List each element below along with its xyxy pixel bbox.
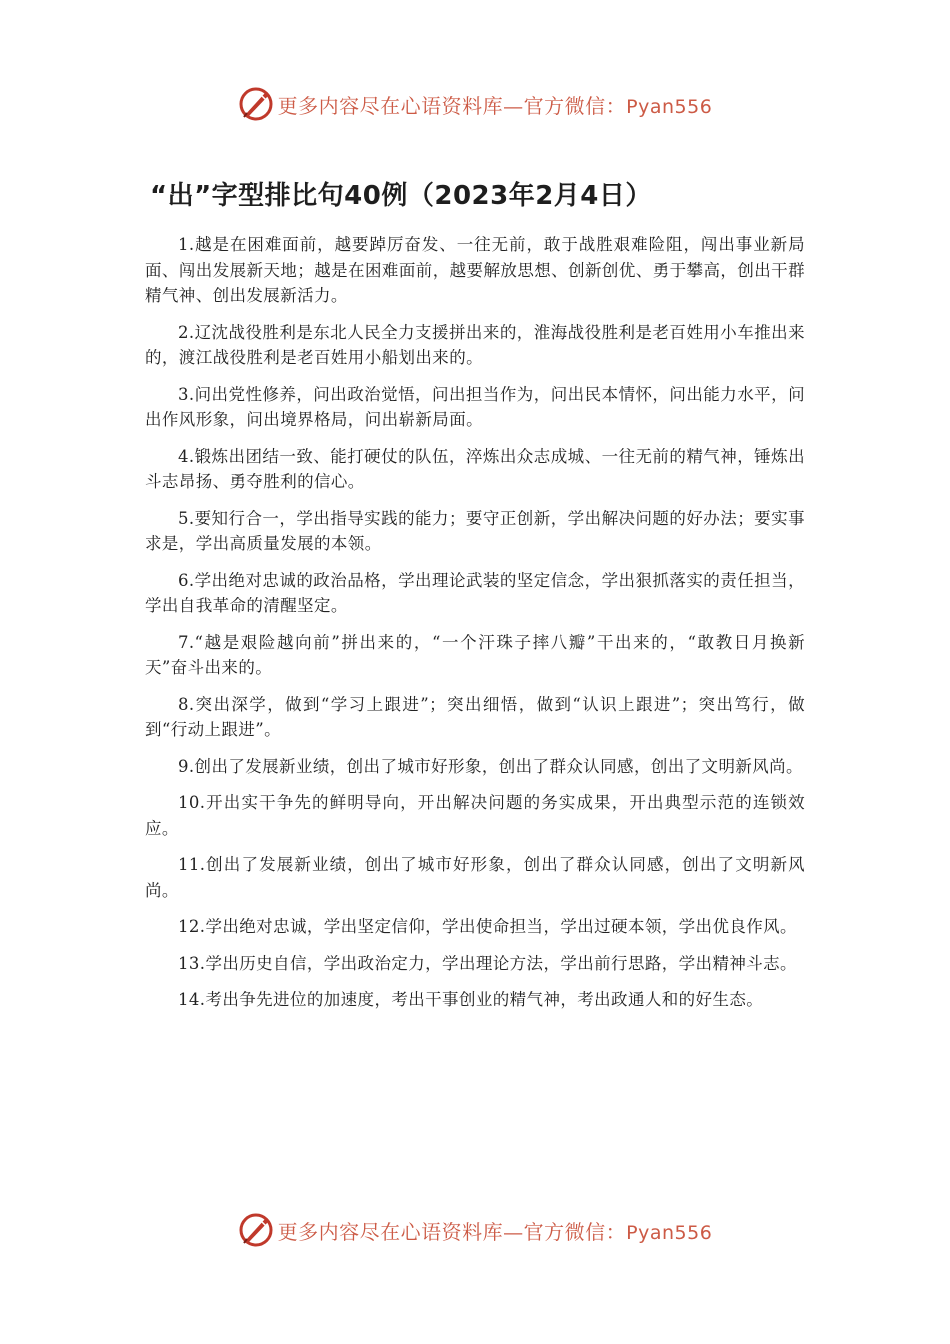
banner-text bbox=[278, 1216, 713, 1245]
paragraph: 3.问出党性修养，问出政治觉悟，问出担当作为，问出民本情怀，问出能力水平，问出作风形象，问出境界格局，问出崭新局面。 bbox=[145, 384, 805, 429]
wechat-id: Pyan556 bbox=[626, 95, 713, 118]
banner-label: 更多内容尽在心语资料库—官方微信： bbox=[277, 93, 627, 118]
paragraph: 8.突出深学，做到“学习上跟进”；突出细悟，做到“认识上跟进”；突出笃行，做到“行动上跟进”。 bbox=[145, 694, 805, 739]
paragraph: 2.辽沈战役胜利是东北人民全力支援拼出来的，淮海战役胜利是老百姓用小车推出来的，渡江战役胜利是老百姓用小船划出来的。 bbox=[145, 322, 805, 367]
paragraph: 4.锻炼出团结一致、能打硬仗的队伍，淬炼出众志成城、一往无前的精气神，锤炼出斗志昂扬、勇夺胜利的信心。 bbox=[145, 446, 805, 491]
page-title: “出”字型排比句40例（2023年2月4日） bbox=[150, 181, 652, 211]
paragraph: 11.创出了发展新业绩，创出了城市好形象，创出了群众认同感，创出了文明新风尚。 bbox=[145, 855, 805, 900]
banner-label: 更多内容尽在心语资料库—官方微信： bbox=[277, 1219, 627, 1244]
quill-logo-icon bbox=[238, 86, 274, 122]
quill-logo-icon bbox=[238, 1212, 274, 1248]
paragraph: 14.考出争先进位的加速度，考出干事创业的精气神，考出政通人和的好生态。 bbox=[178, 990, 764, 1009]
paragraph: 12.学出绝对忠诚，学出坚定信仰，学出使命担当，学出过硬本领，学出优良作风。 bbox=[178, 917, 797, 936]
wechat-id: Pyan556 bbox=[626, 1221, 713, 1244]
paragraph: 5.要知行合一，学出指导实践的能力；要守正创新，学出解决问题的好办法；要实事求是，学出高质量发展的本领。 bbox=[145, 508, 805, 553]
document-body bbox=[145, 232, 805, 1024]
paragraph: 9.创出了发展新业绩，创出了城市好形象，创出了群众认同感，创出了文明新风尚。 bbox=[178, 756, 803, 776]
paragraph: 1.越是在困难面前，越要踔厉奋发、一往无前，敢于战胜艰难险阻，闯出事业新局面、闯出发展新天地；越是在困难面前，越要解放思想、创新创优、勇于攀高，创出干群精气神、创出发展新活力。 bbox=[145, 235, 805, 305]
paragraph: 6.学出绝对忠诚的政治品格，学出理论武装的坚定信念，学出狠抓落实的责任担当，学出自我革命的清醒坚定。 bbox=[145, 570, 805, 615]
header-banner bbox=[0, 84, 950, 124]
footer-banner bbox=[0, 1210, 950, 1250]
paragraph: 13.学出历史自信，学出政治定力，学出理论方法，学出前行思路，学出精神斗志。 bbox=[178, 953, 797, 973]
banner-text bbox=[278, 90, 713, 119]
paragraph: 7.“越是艰险越向前”拼出来的，“一个汗珠子摔八瓣”干出来的，“敢教日月换新天”奋斗出来的。 bbox=[145, 632, 805, 677]
paragraph: 10.开出实干争先的鲜明导向，开出解决问题的务实成果，开出典型示范的连锁效应。 bbox=[145, 793, 805, 838]
